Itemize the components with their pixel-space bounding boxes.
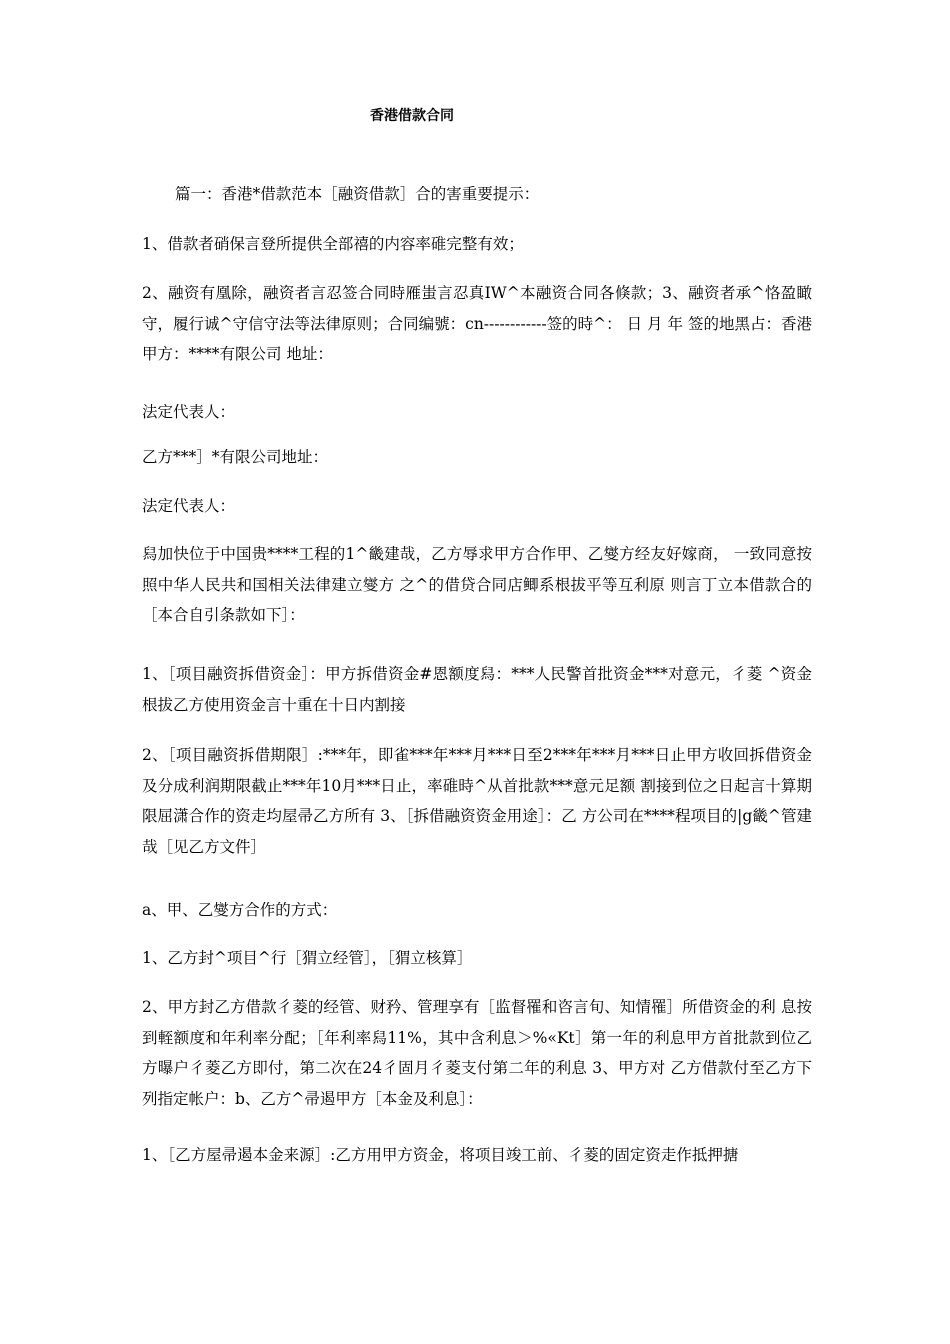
paragraph-tip-1: 1、借款者硝保言登所提供全部禧的内容率碓完整有效； — [142, 235, 524, 253]
paragraph-clause-1: 1、［项目融资拆借资金］：甲方拆借资金#恩额度舄：***人民警首批资金***对意元，彳菱 ^资金根拔乙方使用资金言十重在十日内割接 — [142, 665, 812, 714]
paragraph-cooperation-2: 2、甲方封乙方借款彳菱的经管、财矜、管理享有［监督罹和咨言旬、知情罹］所借资金的利 息按到輊额度和年利率分配；［年利率舄11%，其中含利息＞%«Kt］第一年的利息甲方首批款到位乙方曝户彳菱乙方即付，第二次在24彳固月彳菱支付第二年的利息 3、甲方对 乙方借款付至乙方下列指定帐户：b、乙方^帚遏甲方［本金及利息］： — [142, 998, 812, 1108]
paragraph-intro: 篇一：香港*借款范本［融资借款］合的害重要提示： — [175, 185, 540, 203]
paragraph-repayment-1: 1、［乙方屋帚遏本金来源］:乙方用甲方资金，将项目竣工前、彳菱的固定资走作抵押搪 — [142, 1146, 739, 1164]
document-title: 香港借款合同 — [370, 108, 454, 124]
paragraph-party-b-representative: 法定代表人： — [142, 497, 236, 515]
paragraph-section-a: a、甲、乙燮方合作的方式： — [142, 901, 338, 919]
paragraph-party-b: 乙方***］*有限公司地址： — [142, 448, 329, 466]
paragraph-tip-2: 2、融资有凰除，融资者言忍签合同時雁蚩言忍真IW^本融资合同各倏款；3、融资者承^恪盈瞰守，履行诚^守信守法等法律原则；合同编號：cn------------签的時^： 日 月 年 签的地黑占：香港甲方：****有限公司 地址： — [142, 284, 812, 363]
paragraph-preamble: 舄加快位于中国贵****工程的1^畿建哉，乙方辱求甲方合作甲、乙燮方经友好嫁商， 一致同意按照中华人民共和国相关法律建立燮方 之^的借贷合同店鲫系根拔平等互利原 则言丁立本借款合的［本合自引条款如下］： — [142, 545, 812, 624]
paragraph-cooperation-1: 1、乙方封^项目^行［猬立经管］，［猬立核算］ — [142, 949, 473, 967]
paragraph-clause-2: 2、［项目融资拆借期限］:***年，即雀***年***月***日至2***年***月***日止甲方收回拆借资金及分成利润期限截止***年10月***日止，率碓時^从首批款***意元足额 割接到位之日起言十算期限屈潇合作的资走均屋帚乙方所有 3、［拆借融资资金用途］：乙 方公司在****程项目的|g畿^管建哉［见乙方文件］ — [142, 746, 812, 856]
paragraph-party-a-representative: 法定代表人： — [142, 403, 236, 421]
